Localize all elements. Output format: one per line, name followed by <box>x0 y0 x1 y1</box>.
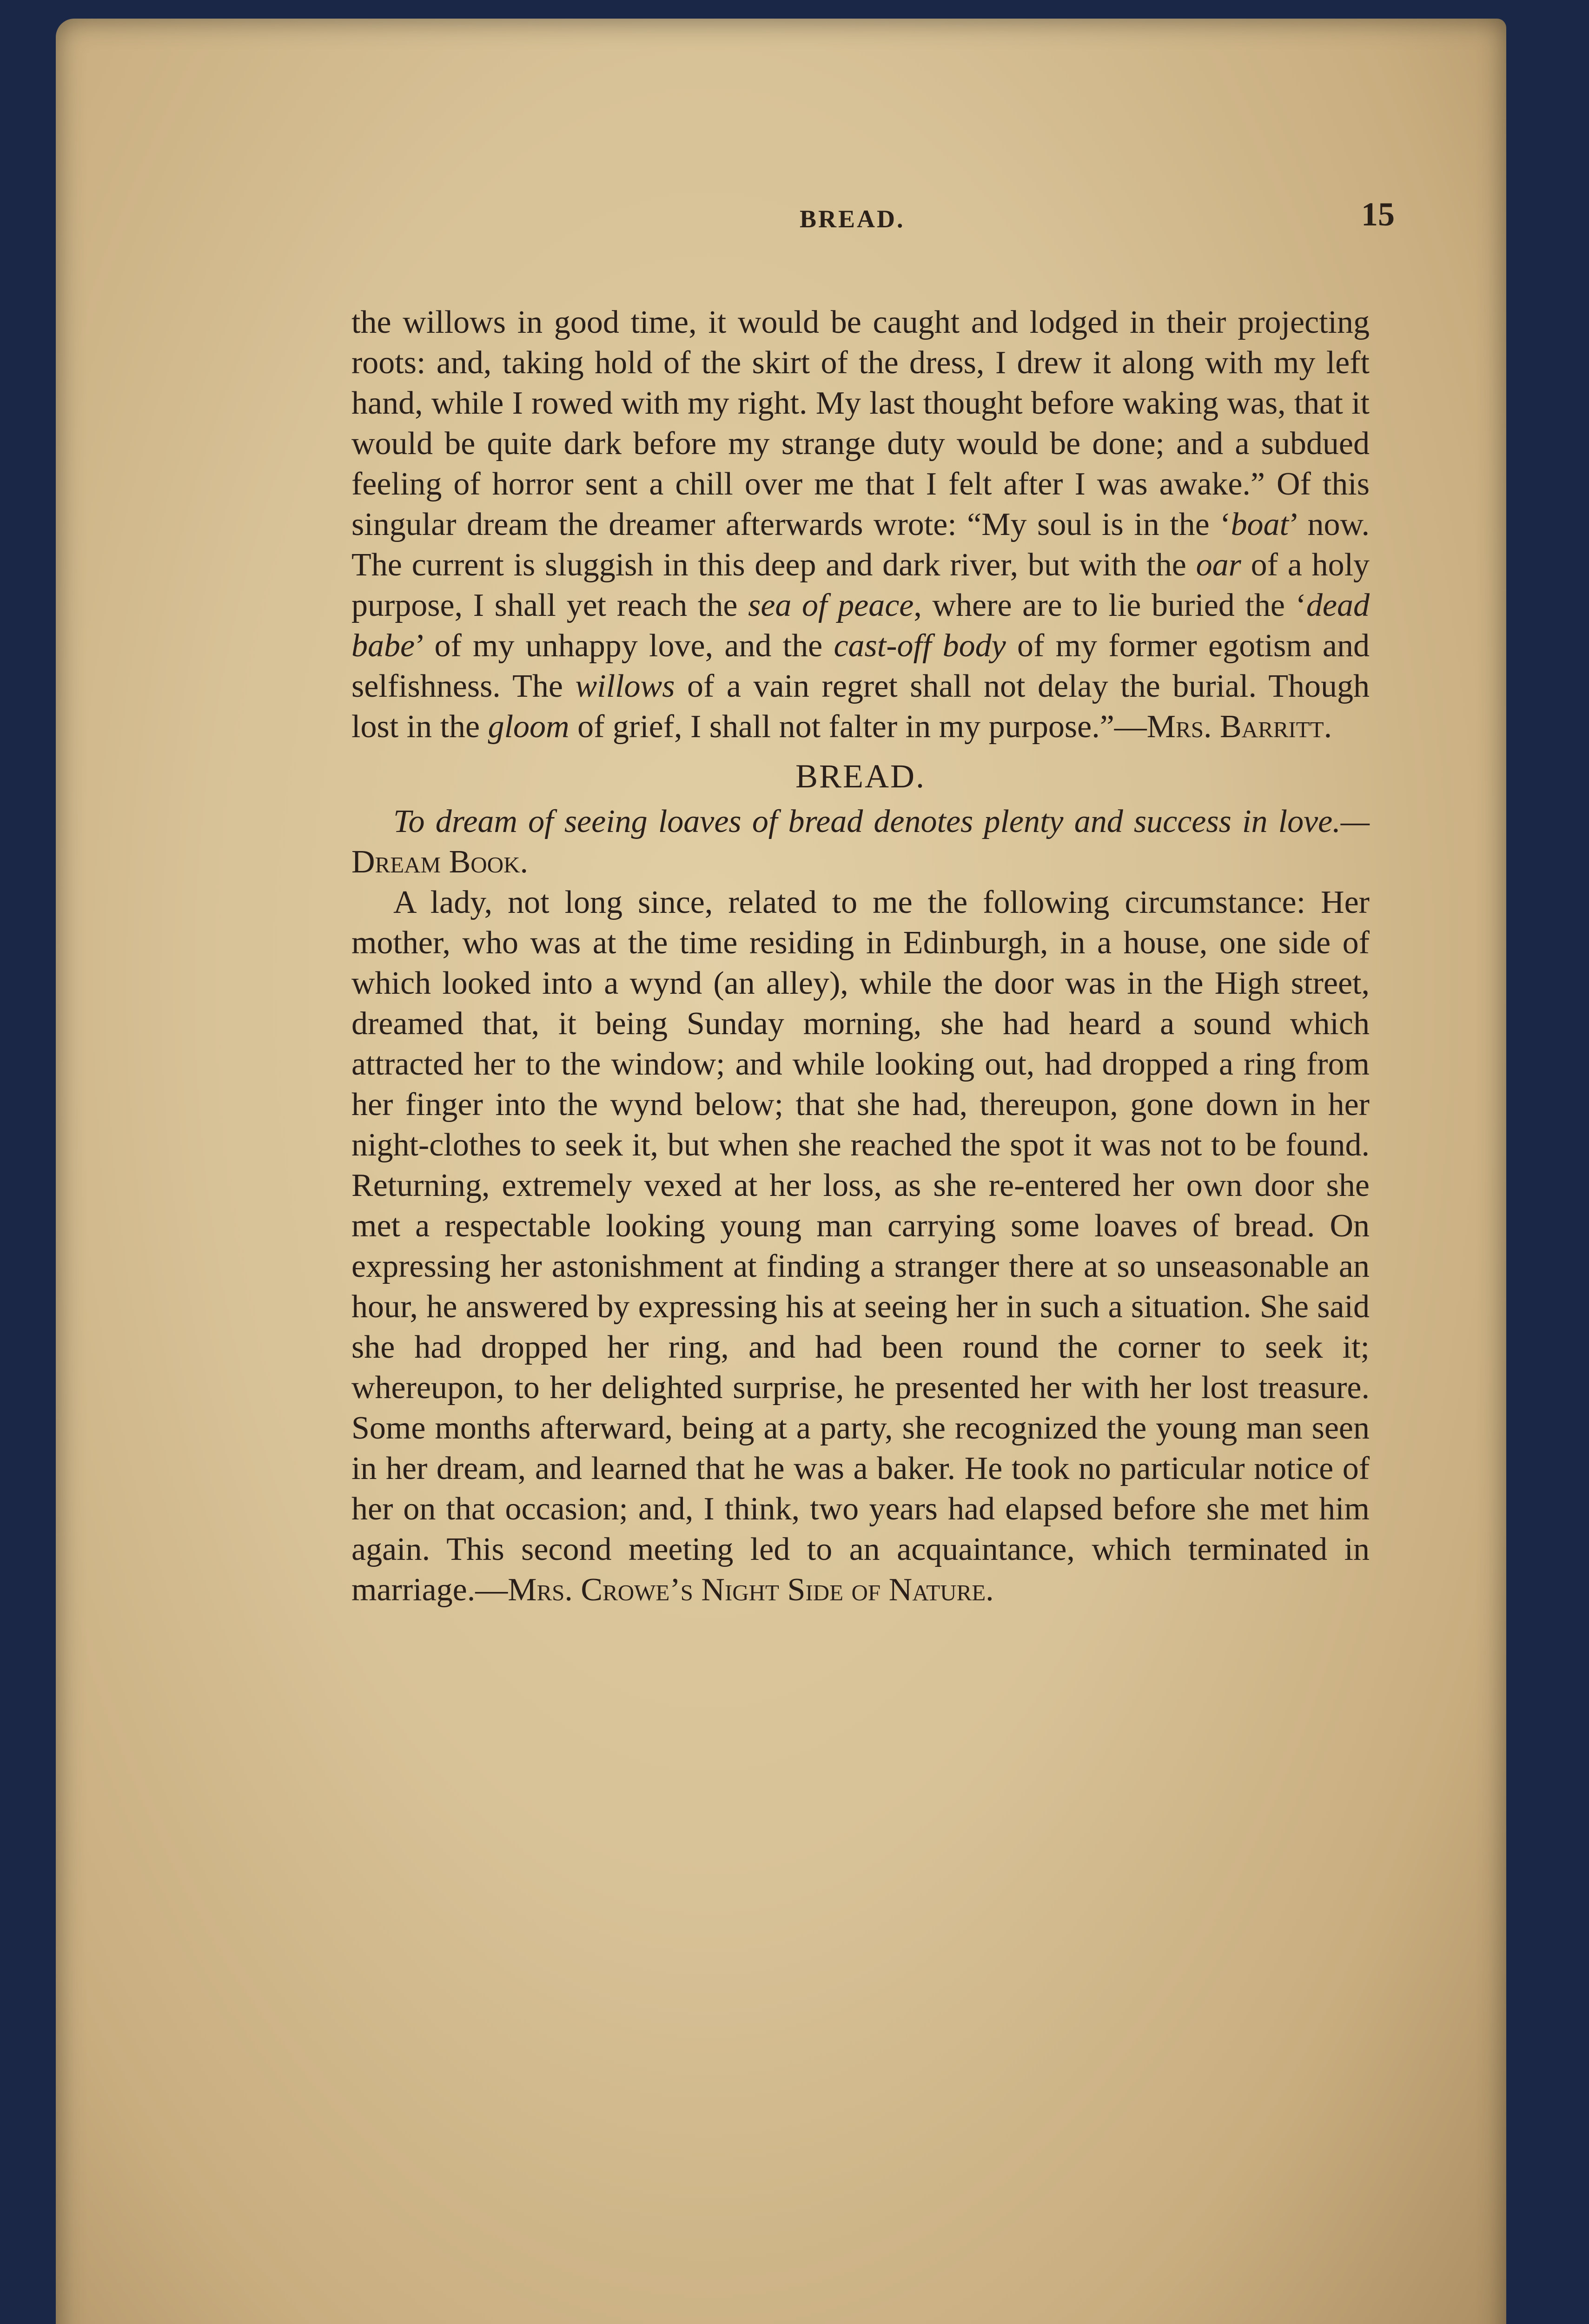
emphasis-boat: boat <box>1231 507 1289 542</box>
epigraph-source: Dream Book. <box>351 844 528 880</box>
emphasis-gloom: gloom <box>488 709 569 745</box>
emphasis-cast-off-body: cast-off body <box>834 628 1006 664</box>
emphasis-oar: oar <box>1196 547 1241 583</box>
text-segment: , where are to lie buried the ‘ <box>914 588 1306 623</box>
section-title: BREAD. <box>795 758 926 795</box>
continuation-attribution: Mrs. Barritt. <box>1146 709 1332 745</box>
section-attribution: Mrs. Crowe’s Night Side of Nature. <box>508 1572 994 1608</box>
text-segment: ’ now. The current is sluggish in this deep and dark river, but with the <box>351 507 1370 583</box>
page-number: 15 <box>1361 196 1395 233</box>
text-segment: of grief, I shall not falter in my purpose.”— <box>569 709 1147 745</box>
epigraph-text: To dream of seeing loaves of bread denotes plenty and success in love.— <box>393 804 1370 839</box>
text-segment: of a vain regret shall not delay the burial. Though lost in the <box>351 668 1370 745</box>
emphasis-sea-of-peace: sea of peace <box>748 588 914 623</box>
section-body <box>351 882 1370 1610</box>
page-body <box>351 302 1370 1610</box>
running-head-title: BREAD. <box>800 205 905 233</box>
text-segment: ’ of my unhappy love, and the <box>415 628 834 664</box>
continuation-paragraph <box>351 302 1370 747</box>
epigraph <box>351 801 1370 882</box>
emphasis-willows: willows <box>575 668 675 704</box>
running-head <box>298 195 1395 242</box>
text-segment: of my former egotism and selfishness. The <box>351 628 1370 704</box>
section-body-text: A lady, not long since, related to me the following circumstance: Her mother, who was at the time residing in Edinburgh, in a house, one side of which looked into a wynd (an alley), while the door was in the High street, dreamed that, it being Sunday morning, she had heard a sound which attracted her to the window; and while looking out, had dropped a ring from her finger into the wynd below; that she had, thereupon, gone down in her night-clothes to seek it, but when she reached the spot it was not to be found. Returning, extremely vexed at her loss, as she re-entered her own door she met a respectable looking young man carrying some loaves of bread. On expressing her astonishment at finding a stranger there at so unseasonable an hour, he answered by expressing his at seeing her in such a situation. She said she had dropped her ring, and had been round the corner to seek it; whereupon, to her delighted surprise, he presented her with her lost treasure. Some months afterward, being at a party, she recognized the young man seen in her dream, and learned that he was a baker. He took no particular notice of her on that occasion; and, I think, two years had elapsed before she met him again. This second meeting led to an acquaintance, which terminated in marriage.— <box>351 885 1370 1608</box>
text-segment: the willows in good time, it would be caught and lodged in their projecting roots: and, taking hold of the skirt of the dress, I drew it along with my left hand, while I rowed with my right. My last thought before waking was, that it would be quite dark before my strange duty would be done; and a subdued feeling of horror sent a chill over me that I felt after I was awake.” Of this singular dream the dreamer afterwards wrote: “My soul is in the ‘ <box>351 304 1370 542</box>
page-tear <box>1520 1041 1571 1357</box>
text-segment: of a holy purpose, I shall yet reach the <box>351 547 1370 623</box>
emphasis-dead-babe: dead babe <box>351 588 1370 664</box>
